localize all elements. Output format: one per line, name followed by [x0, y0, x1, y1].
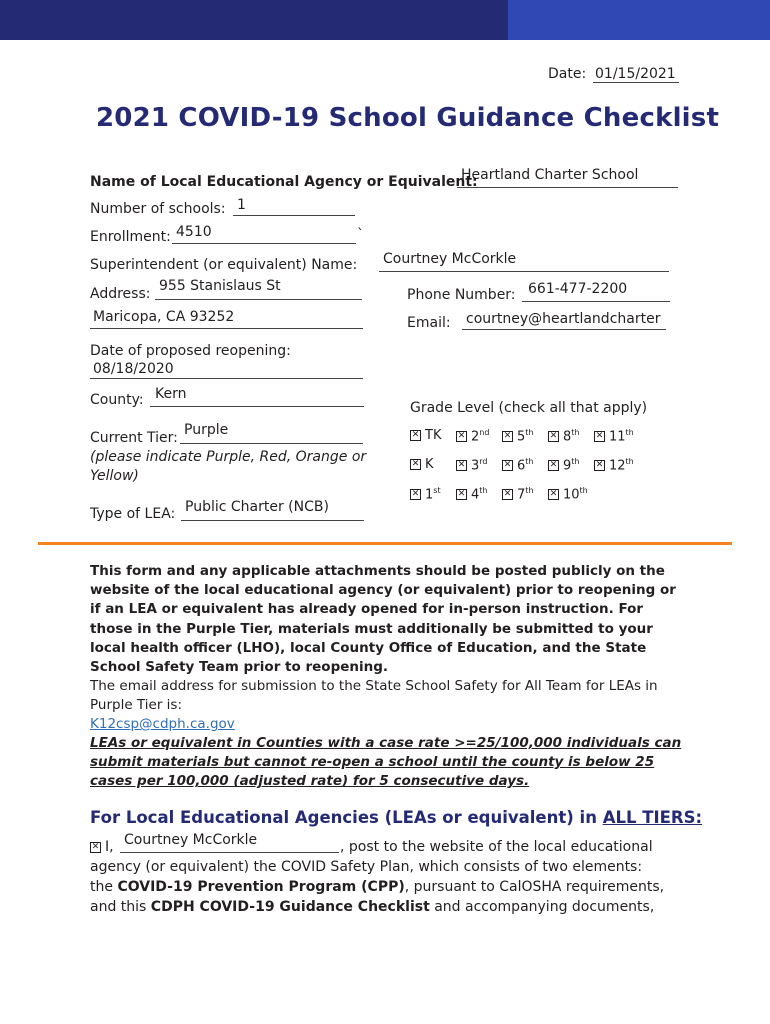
address-line2-underline — [90, 328, 363, 329]
all-tiers-heading — [90, 808, 702, 827]
grade-option[interactable] — [594, 428, 634, 444]
address-line2-field[interactable]: Maricopa, CA 93252 — [93, 309, 235, 325]
enrollment-tick: ` — [357, 227, 364, 243]
grade-option[interactable] — [456, 428, 489, 444]
certification-text: , post to the website of the local educational — [340, 839, 653, 855]
grade-label: 4 — [471, 487, 480, 503]
county-field[interactable]: Kern — [155, 386, 187, 402]
grade-label: 11 — [609, 429, 626, 445]
all-tiers-heading-text: For Local Educational Agencies (LEAs or equivalent) in — [90, 808, 603, 827]
grade-checkbox[interactable]: ✕ — [457, 431, 466, 442]
schools-underline — [233, 215, 355, 216]
grade-label: 10 — [563, 487, 580, 503]
grade-checkbox[interactable]: ✕ — [411, 430, 420, 440]
email-underline — [462, 329, 666, 330]
date-label: Date: — [548, 66, 587, 82]
enrollment-field[interactable]: 4510 — [176, 224, 212, 240]
checklist-name: CDPH COVID-19 Guidance Checklist — [150, 899, 430, 915]
grade-option[interactable] — [502, 457, 534, 473]
grade-ordinal-suffix: th — [525, 486, 534, 495]
certifier-name-underline — [120, 852, 339, 853]
grade-option[interactable] — [502, 486, 534, 502]
header-accent-band — [508, 0, 770, 40]
grade-ordinal-suffix: th — [571, 457, 580, 466]
grade-checkbox[interactable]: ✕ — [457, 489, 466, 500]
schools-label: Number of schools: — [90, 201, 226, 217]
grade-option[interactable] — [548, 457, 580, 473]
lea-type-underline — [181, 520, 364, 521]
grade-ordinal-suffix: th — [525, 428, 534, 437]
county-label: County: — [90, 392, 144, 408]
certification-text-line4 — [90, 899, 654, 915]
certification-text-line3 — [90, 879, 664, 895]
grade-label: 1 — [425, 487, 434, 503]
all-tiers-heading-emphasis: ALL TIERS: — [602, 808, 703, 827]
phone-underline — [522, 301, 670, 302]
page-title: 2021 COVID-19 School Guidance Checklist — [96, 103, 720, 133]
grade-option[interactable] — [548, 428, 580, 444]
enrollment-underline — [172, 243, 356, 244]
phone-label: Phone Number: — [407, 287, 516, 303]
tier-hint-cont: Yellow) — [90, 468, 139, 484]
lea-name-label: Name of Local Educational Agency or Equivalent: — [90, 174, 478, 190]
grade-option[interactable] — [548, 486, 588, 502]
grade-checkbox[interactable]: ✕ — [503, 460, 512, 471]
grade-checkbox[interactable]: ✕ — [549, 460, 558, 471]
certification-checkbox[interactable]: ✕ — [91, 841, 100, 852]
date-underline — [593, 82, 679, 83]
grade-label: 5 — [517, 429, 526, 445]
grade-option[interactable] — [502, 428, 534, 444]
grade-option[interactable] — [410, 428, 441, 443]
grade-label: 9 — [563, 458, 572, 474]
certification-checkbox-row — [90, 839, 114, 855]
grade-ordinal-suffix: th — [525, 457, 534, 466]
reopen-field[interactable]: 08/18/2020 — [93, 361, 174, 377]
enrollment-label: Enrollment: — [90, 229, 171, 245]
grade-label: TK — [425, 428, 442, 443]
address-label: Address: — [90, 286, 151, 302]
grade-checkbox[interactable]: ✕ — [411, 459, 420, 469]
grade-label: 2 — [471, 429, 480, 445]
tier-hint: (please indicate Purple, Red, Orange or — [90, 449, 367, 465]
email-label: Email: — [407, 315, 451, 331]
case-rate-note: LEAs or equivalent in Counties with a case rate >=25/100,000 individuals can submit materials but cannot re-open a school until the county is below 25 cases per 100,000 (adjusted rate) for 5 consecutive days. — [90, 735, 682, 790]
grade-label: 3 — [471, 458, 480, 474]
grade-option[interactable] — [594, 457, 634, 473]
grade-ordinal-suffix: th — [571, 428, 580, 437]
address-underline — [155, 299, 362, 300]
grade-label: 8 — [563, 429, 572, 445]
certifier-name-field[interactable]: Courtney McCorkle — [124, 832, 258, 848]
grade-label: 12 — [609, 458, 626, 474]
email-submission-note: The email address for submission to the State School Safety for All Team for LEAs in Purple Tier is: — [90, 678, 658, 714]
grade-ordinal-suffix: nd — [479, 428, 490, 437]
date-value[interactable]: 01/15/2021 — [595, 66, 676, 82]
reopen-label: Date of proposed reopening: — [90, 343, 291, 359]
posting-notice: This form and any applicable attachments should be posted publicly on the website of the local educational agency (or equivalent) prior to reopening or if an LEA or equivalent has already opened for in-person instruction. For those in the Purple Tier, materials must additionally be submitted to your local health officer (LHO), local County Office of Education, and the State School Safety Team prior to reopening. — [90, 563, 676, 676]
superintendent-label: Superintendent (or equivalent) Name: — [90, 257, 358, 273]
grade-label: K — [425, 457, 434, 472]
grade-checkbox[interactable]: ✕ — [549, 431, 558, 442]
section-divider — [38, 542, 732, 545]
cpp-program-name: COVID-19 Prevention Program (CPP) — [117, 879, 405, 895]
lea-type-field[interactable]: Public Charter (NCB) — [185, 499, 329, 515]
superintendent-underline — [379, 271, 669, 272]
grade-label: 7 — [517, 487, 526, 503]
schools-field[interactable]: 1 — [237, 197, 246, 213]
grade-level-label: Grade Level (check all that apply) — [410, 400, 648, 416]
lea-type-label: Type of LEA: — [90, 506, 176, 522]
grade-ordinal-suffix: st — [433, 486, 441, 495]
superintendent-field[interactable]: Courtney McCorkle — [383, 251, 517, 267]
cpp-suffix: , pursuant to CalOSHA requirements, — [404, 879, 665, 895]
cpp-prefix: the — [90, 879, 118, 895]
phone-field[interactable]: 661-477-2200 — [528, 281, 628, 297]
email-field[interactable]: courtney@heartlandcharter — [466, 311, 661, 327]
grade-checkbox[interactable]: ✕ — [457, 460, 466, 471]
grade-option[interactable] — [456, 486, 488, 502]
grade-option[interactable] — [456, 457, 488, 473]
certification-prefix: I, — [105, 839, 114, 855]
grade-ordinal-suffix: th — [625, 457, 634, 466]
tier-underline — [180, 443, 363, 444]
address-field[interactable]: 955 Stanislaus St — [159, 278, 281, 294]
grade-ordinal-suffix: th — [625, 428, 634, 437]
grade-option[interactable] — [410, 457, 434, 472]
tier-field[interactable]: Purple — [184, 422, 229, 438]
county-underline — [150, 406, 364, 407]
grade-checkbox[interactable]: ✕ — [595, 431, 604, 442]
reopen-underline — [90, 378, 363, 379]
lea-name-field[interactable]: Heartland Charter School — [461, 167, 639, 183]
tier-label: Current Tier: — [90, 430, 178, 446]
grade-ordinal-suffix: rd — [479, 457, 488, 466]
lea-name-underline — [457, 187, 678, 188]
grade-label: 6 — [517, 458, 526, 474]
grade-checkbox[interactable]: ✕ — [411, 489, 420, 500]
grade-checkbox[interactable]: ✕ — [595, 460, 604, 471]
grade-checkbox[interactable]: ✕ — [503, 489, 512, 500]
grade-checkbox[interactable]: ✕ — [549, 489, 558, 500]
checklist-prefix: and this — [90, 899, 151, 915]
certification-text-line2: agency (or equivalent) the COVID Safety Plan, which consists of two elements: — [90, 859, 643, 875]
checklist-suffix: and accompanying documents, — [429, 899, 655, 915]
grade-checkbox[interactable]: ✕ — [503, 431, 512, 442]
submission-email-link[interactable]: K12csp@cdph.ca.gov — [90, 716, 235, 732]
grade-option[interactable] — [410, 486, 441, 502]
grade-ordinal-suffix: th — [579, 486, 588, 495]
grade-ordinal-suffix: th — [479, 486, 488, 495]
